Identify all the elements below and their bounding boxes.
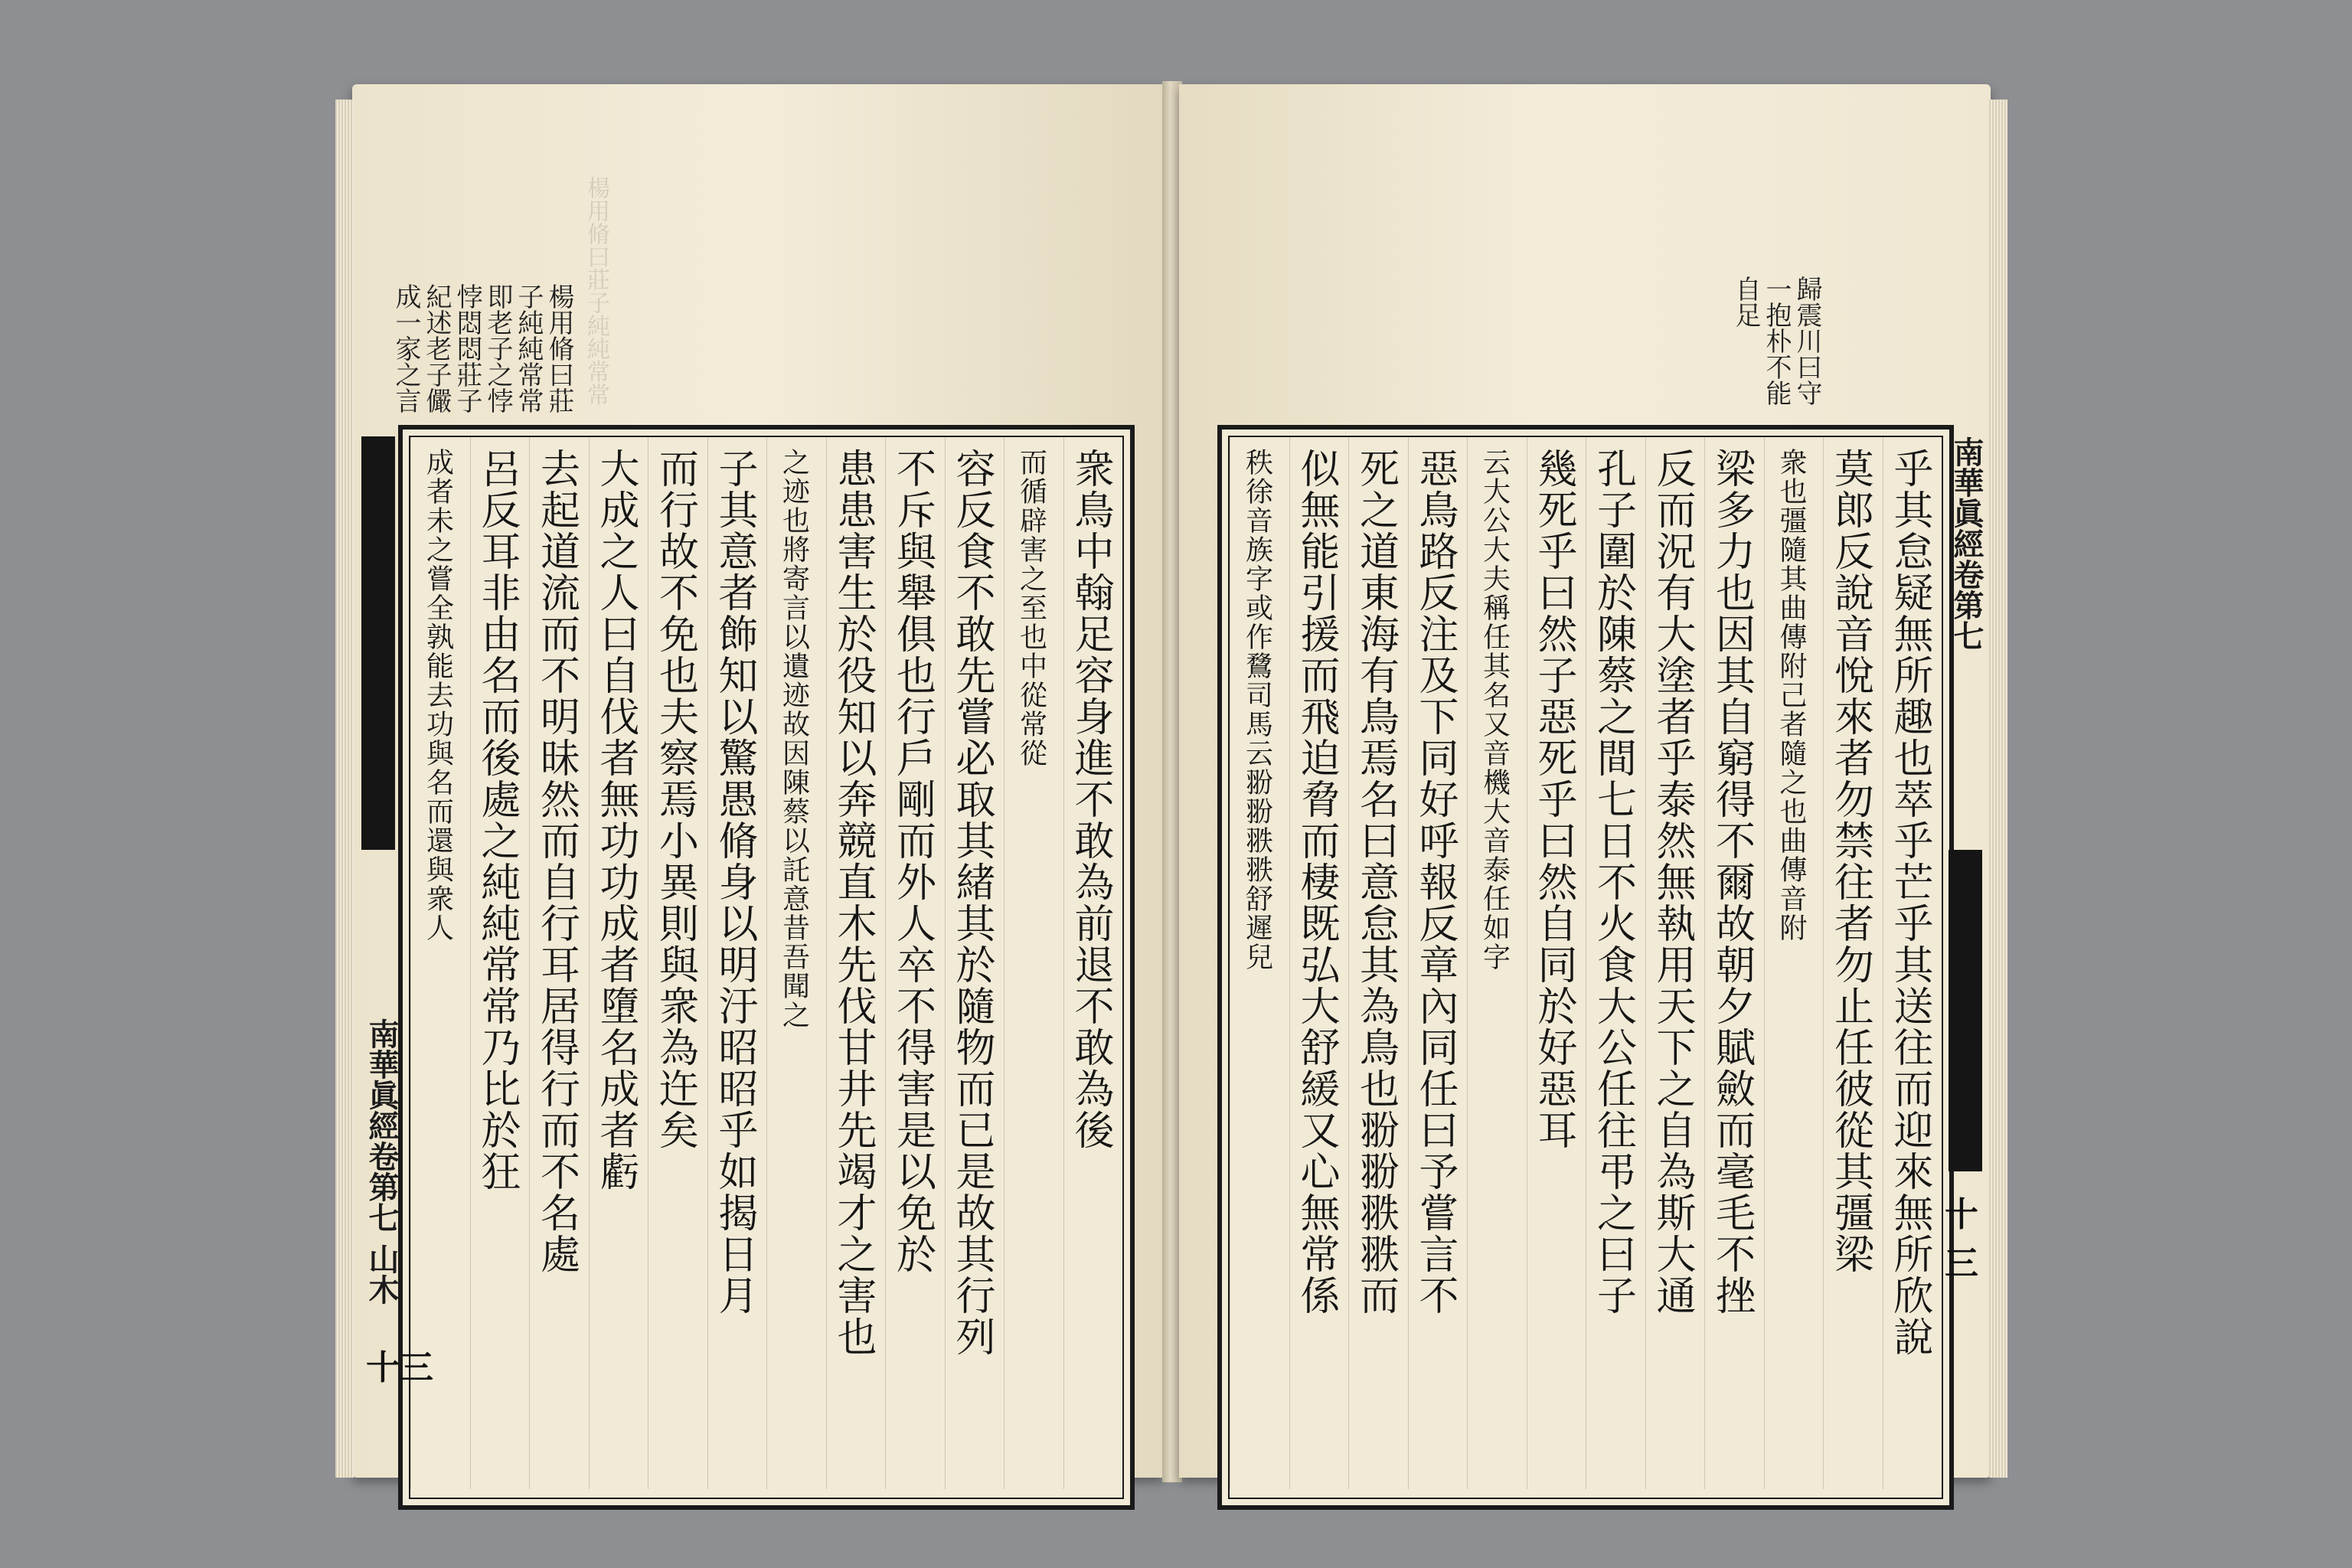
margin-note-line: 楊用脩曰莊: [544, 283, 574, 413]
show-through-text: 楊用脩曰莊子純純常常: [583, 176, 609, 406]
margin-note-line: 即老子之悖: [482, 283, 513, 413]
printed-margin-band: [361, 436, 395, 850]
text-column: 容反食不敢先嘗必取其緒其於隨物而已是故其行列: [945, 437, 1004, 1489]
text-column: 似無能引援而飛迫脅而棲既弘大舒緩又心無常係: [1289, 437, 1349, 1489]
text-column: 而行故不免也夫察焉小異則與衆為迕矣: [648, 437, 707, 1489]
open-book: [337, 84, 2006, 1485]
text-column: 反而況有大塗者乎泰然無執用天下之自為斯大通: [1645, 437, 1705, 1489]
text-column: 惡鳥路反注及下同好呼報反章內同任曰予嘗言不: [1408, 437, 1468, 1489]
text-column: 子其意者飾知以驚愚脩身以明汙昭昭乎如揭日月: [707, 437, 767, 1489]
text-column: 衆鳥中翰足容身進不敢為前退不敢為後: [1063, 437, 1123, 1489]
left-text-frame: [398, 425, 1135, 1510]
top-margin-commentary: [390, 283, 574, 413]
text-column: 之迹也將寄言以遺迹故因陳蔡以託意昔吾聞之: [766, 437, 826, 1489]
folio-number: 十三: [1945, 1195, 1978, 1283]
left-text-columns: [409, 436, 1124, 1499]
folio-number: 十三: [366, 1348, 433, 1387]
text-column: 莫郎反說音悅來者勿禁往者勿止任彼從其彊梁: [1823, 437, 1883, 1489]
text-column: 衆也彊隨其曲傳附己者隨之也曲傳音附: [1764, 437, 1824, 1489]
text-column: 孔子圍於陳蔡之間七日不火食大公任往弔之曰子: [1586, 437, 1645, 1489]
margin-note-line: 歸震川曰守: [1792, 276, 1822, 406]
text-column: 患患害生於役知以奔競直木先伐甘井先竭才之害也: [826, 437, 886, 1489]
right-text-columns: [1228, 436, 1943, 1499]
text-column: 幾死乎曰然子惡死乎曰然自同於好惡耳: [1527, 437, 1586, 1489]
text-column: 云大公大夫稱任其名又音機大音泰任如字: [1467, 437, 1527, 1489]
margin-note-line: 悖悶悶莊子: [452, 283, 482, 413]
text-column: 梁多力也因其自窮得不爾故朝夕賦斂而毫毛不挫: [1704, 437, 1764, 1489]
text-column: 呂反耳非由名而後處之純純常常乃比於狂: [470, 437, 530, 1489]
margin-note-line: 子純純常常: [513, 283, 544, 413]
right-text-frame: [1217, 425, 1954, 1510]
right-page: [1179, 84, 1991, 1478]
margin-note-line: 一抱朴不能: [1761, 276, 1792, 406]
text-column: 不斥與舉俱也行戶剛而外人卒不得害是以免於: [885, 437, 945, 1489]
right-page-edges: [1989, 100, 2007, 1478]
left-page-edges: [335, 100, 354, 1478]
text-column: 秩徐音族字或作䳱司馬云翂翂翐翐舒遲兒: [1230, 437, 1289, 1489]
text-column: 而循辟害之至也中從常從: [1004, 437, 1063, 1489]
text-column: 大成之人曰自伐者無功功成者墮名成者虧: [589, 437, 648, 1489]
text-column: 去起道流而不明昧然而自行耳居得行而不名處: [529, 437, 589, 1489]
running-title: 南華眞經卷第七: [1949, 436, 1984, 651]
text-column: 死之道東海有鳥焉名曰意怠其為鳥也翂翂翐翐而: [1348, 437, 1408, 1489]
margin-note-line: 紀述老子儼: [421, 283, 452, 413]
printed-margin-band: [1949, 850, 1982, 1171]
top-margin-commentary: [1730, 276, 1822, 406]
running-title: 南華眞經卷第七 山木: [364, 1018, 400, 1305]
margin-note-line: 自足: [1730, 276, 1761, 328]
left-page: [352, 84, 1164, 1478]
margin-note-line: 成一家之言: [390, 283, 421, 413]
text-column: 乎其怠疑無所趣也萃乎芒乎其送往而迎來無所欣說: [1883, 437, 1942, 1489]
text-column: 成者未之嘗全孰能去功與名而還與衆人: [410, 437, 470, 1489]
